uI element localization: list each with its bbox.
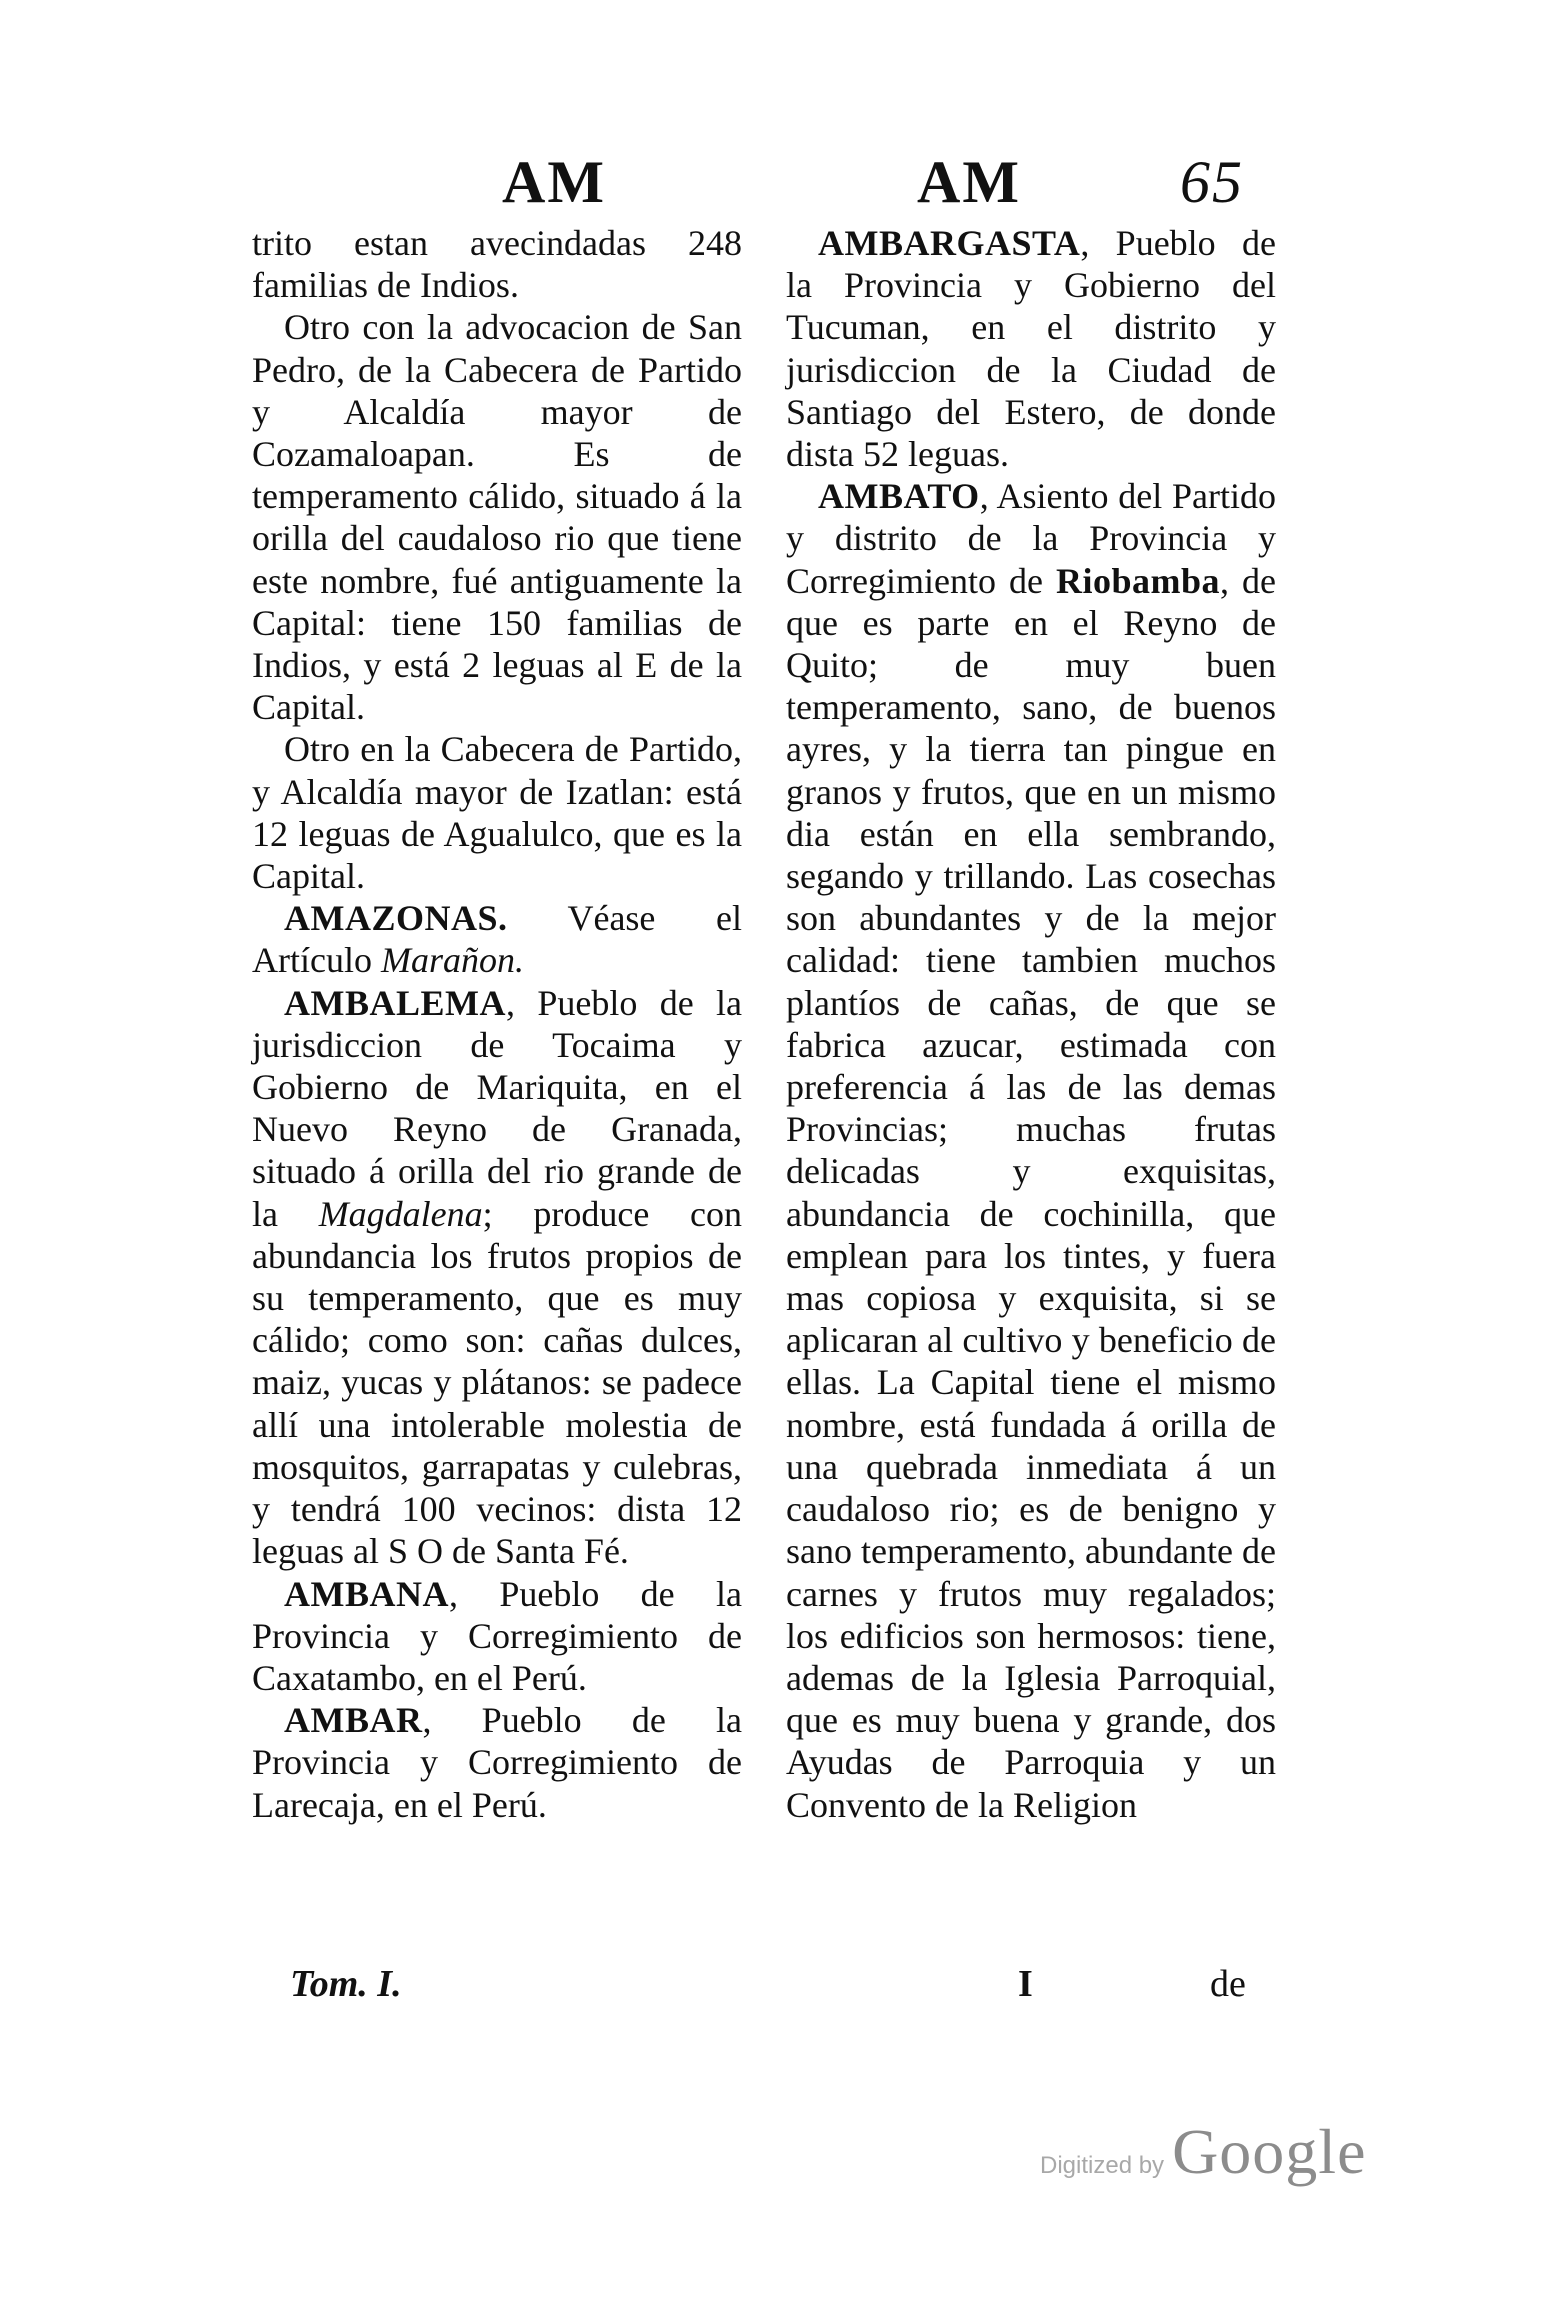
watermark-prefix: Digitized by (1040, 2152, 1165, 2179)
headword-ambar: AMBAR (284, 1700, 423, 1741)
entry-text: , de que es parte en el Reyno de Quito; de muy buen temperamento, sano, de buenos ayres, y la tierra tan pingue en granos y frutos, que en un mismo dia están en ella sembrando, segando y trillando. Las cosechas son abundantes y de la mejor calidad: tiene tambien muchos plantíos de cañas, de que se fabrica azucar, estimada con preferencia á las de las demas Provincias; muchas frutas delicadas y exquisitas, abundancia de cochinilla, que emplean para los tintes, y fuera mas copiosa y exquisita, si se aplicaran al cultivo y beneficio de ellas. La Capital tiene el mismo nombre, está fundada á orilla de una quebrada inmediata á un caudaloso rio; es de benigno y sano temperamento, abundante de carnes y frutos muy regalados; los edificios son hermosos: tiene, ademas de la Iglesia Parroquial, que es muy buena y grande, dos Ayudas de Parroquia y un Convento de la Religion (786, 560, 1276, 1825)
entry-izatlan: Otro en la Cabecera de Partido, y Alcaldía mayor de Izatlan: está 12 leguas de Agualulco, que es la Capital. (252, 729, 742, 897)
volume-mark: Tom. I. (290, 1963, 402, 2005)
entry-text: ; produce con abundancia los frutos propios de su temperamento, que es muy cálido; como son: cañas dulces, maiz, yucas y plátanos: se padece allí una intolerable molestia de mosquitos, garrapatas y culebras, y tendrá 100 vecinos: dista 12 leguas al S O de Santa Fé. (252, 1193, 742, 1572)
entry-text: , Pueblo de la Provincia y Corregimiento de Larecaja, en el Perú. (252, 1700, 742, 1825)
headword-ambato: AMBATO (818, 476, 980, 517)
entry-text: Véase el Artículo (252, 898, 742, 981)
headword-ambana: AMBANA (284, 1573, 449, 1614)
signature-mark: I (1018, 1963, 1033, 2005)
entry-ambargasta (786, 222, 1276, 475)
catchword: de (1210, 1963, 1246, 2005)
place-name-italic: Magdalena (318, 1193, 483, 1234)
paragraph-continuation: trito estan avecindadas 248 familias de Indios. (252, 223, 742, 306)
entry-text: , Pueblo de la Provincia y Corregimiento de Caxatambo, en el Perú. (252, 1573, 742, 1698)
google-watermark (1040, 2115, 1366, 2189)
entry-ambalema (252, 982, 742, 1573)
running-head-right: AM (917, 149, 1021, 215)
entry-text: , Pueblo de la Provincia y Gobierno del Tucuman, en el distrito y jurisdiccion de la Ciudad de Santiago del Estero, de donde dista 52 leguas. (786, 223, 1276, 475)
google-logo: Google (1172, 2116, 1367, 2187)
page-number: 65 (1180, 149, 1244, 215)
place-name-bold: Riobamba (1055, 560, 1220, 601)
running-head-left: AM (502, 149, 606, 215)
headword-ambargasta: AMBARGASTA (818, 223, 1081, 263)
left-column (252, 222, 742, 1826)
entry-ambar (252, 1699, 742, 1826)
headword-amazonas: AMAZONAS. (284, 898, 508, 939)
entry-san-pedro: Otro con la advocacion de San Pedro, de la Cabecera de Partido y Alcaldía mayor de Cozamaloapan. Es de temperamento cálido, situado á la orilla del caudaloso rio que tiene este nombre, fué antiguamente la Capital: tiene 150 familias de Indios, y está 2 leguas al E de la Capital. (252, 307, 742, 728)
headword-ambalema: AMBALEMA (284, 982, 506, 1023)
cross-reference: Marañon. (380, 940, 524, 981)
entry-text: , Pueblo de la jurisdiccion de Tocaima y Gobierno de Mariquita, en el Nuevo Reyno de Granada, situado á orilla del rio grande de la (252, 982, 742, 1234)
entry-amazonas (252, 897, 742, 981)
entry-ambana (252, 1573, 742, 1700)
entry-ambato (786, 475, 1276, 1826)
entry-text: , Asiento del Partido y distrito de la Provincia y Corregimiento de (786, 476, 1276, 601)
right-column (786, 222, 1276, 1826)
